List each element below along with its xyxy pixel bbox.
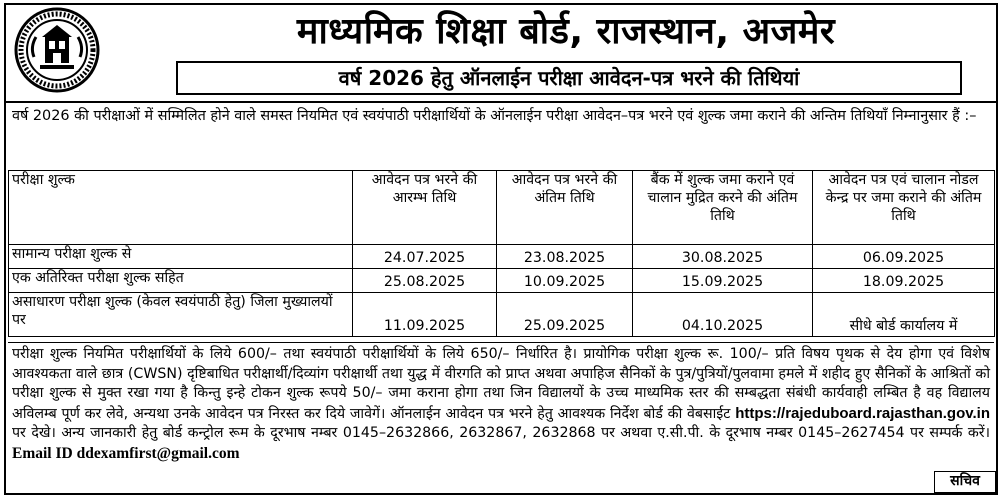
table-header-row [9,171,995,245]
date-cell: 23.08.2025 [497,245,633,269]
table-row [9,245,995,269]
row-label: एक अतिरिक्त परीक्षा शुल्क सहित [9,269,353,293]
date-cell: 30.08.2025 [633,245,813,269]
table-row [9,293,995,337]
column-header: आवेदन पत्र भरने की आरम्भ तिथि [353,171,497,245]
table-row [9,269,995,293]
date-cell: 25.09.2025 [497,293,633,337]
exam-dates-table [8,170,995,337]
notes-contact-text: पर देखे। अन्य जानकारी हेतु बोर्ड कन्ट्रोल रूम के दूरभाष नम्बर 0145–2632866, 2632867, 2632868 पर अथवा ए.सी.पी. के दूरभाष नम्बर 0145–2627454 पर सम्पर्क करें। [12,425,990,442]
page-title: माध्यमिक शिक्षा बोर्ड, राजस्थान, अजमेर [296,11,836,52]
date-cell: 04.10.2025 [633,293,813,337]
board-website-link[interactable]: https://rajeduboard.rajasthan.gov.in [735,404,990,422]
column-header: आवेदन पत्र भरने की अंतिम तिथि [497,171,633,245]
date-cell: 15.09.2025 [633,269,813,293]
row-label: सामान्य परीक्षा शुल्क से [9,245,353,269]
date-cell: सीधे बोर्ड कार्यालय में [813,293,995,337]
intro-paragraph: वर्ष 2026 की परीक्षाओं में सम्मिलित होने वाले समस्त नियमित एवं स्वयंपाठी परीक्षार्थियों के ऑनलाईन परीक्षा आवेदन–पत्र भरने एवं शुल्क जमा कराने की अन्तिम तिथियाँ निम्नानुसार हैं :– [12,108,977,124]
board-seal-icon [14,7,100,93]
notes-paragraph [8,342,994,467]
signature-label: सचिव [934,471,996,493]
date-cell: 24.07.2025 [353,245,497,269]
date-cell: 11.09.2025 [353,293,497,337]
date-cell: 10.09.2025 [497,269,633,293]
column-header: परीक्षा शुल्क [9,171,353,245]
page-subtitle: वर्ष 2026 हेतु ऑनलाईन परीक्षा आवेदन-पत्र भरने की तिथियां [176,61,962,95]
date-cell: 06.09.2025 [813,245,995,269]
date-cell: 18.09.2025 [813,269,995,293]
notice-page [4,3,998,495]
contact-email[interactable]: Email ID ddexamfirst@gmail.com [12,444,240,462]
notes-text: परीक्षा शुल्क नियमित परीक्षार्थियों के लिये 600/– तथा स्वयंपाठी परीक्षार्थियों के लिये 650/– निर्धारित है। प्रायोगिक परीक्षा शुल्क रू. 100/– प्रति विषय पृथक से देय होगा एवं विशेष आवश्यकता वाले छात्र (CWSN) दृष्टिबाधित परीक्षार्थी/दिव्यांग परीक्षार्थी तथा युद्ध में वीरगति को प्राप्त अथवा अपाहिज सैनिकों के पुत्र/पुत्रियों/पुलवामा हमले में शहीद हुए सैनिकों के आश्रितों को परीक्षा शुल्क से मुक्त रखा गया है किन्तु इन्हे टोकन शुल्क रूपये 50/– जमा कराना होगा तथा जिन विद्यालयों के उच्च माध्यमिक स्तर की सम्बद्धता संबंधी कार्यवाही लम्बित है वह विद्यालय अविलम्ब पूर्ण कर लेवे, अन्यथा उनके आवेदन पत्र निरस्त कर दिये जावेगें। ऑनलाईन आवेदन पत्र भरने हेतु आवश्यक निर्देश बोर्ड की वेबसाईट [12,346,990,422]
column-header: बैंक में शुल्क जमा कराने एवं चालान मुद्रित करने की अंतिम तिथि [633,171,813,245]
column-header: आवेदन पत्र एवं चालान नोडल केन्द्र पर जमा कराने की अंतिम तिथि [813,171,995,245]
notice-header [6,5,996,103]
date-cell: 25.08.2025 [353,269,497,293]
row-label: असाधारण परीक्षा शुल्क (केवल स्वयंपाठी हेतु) जिला मुख्यालयों पर [9,293,353,337]
